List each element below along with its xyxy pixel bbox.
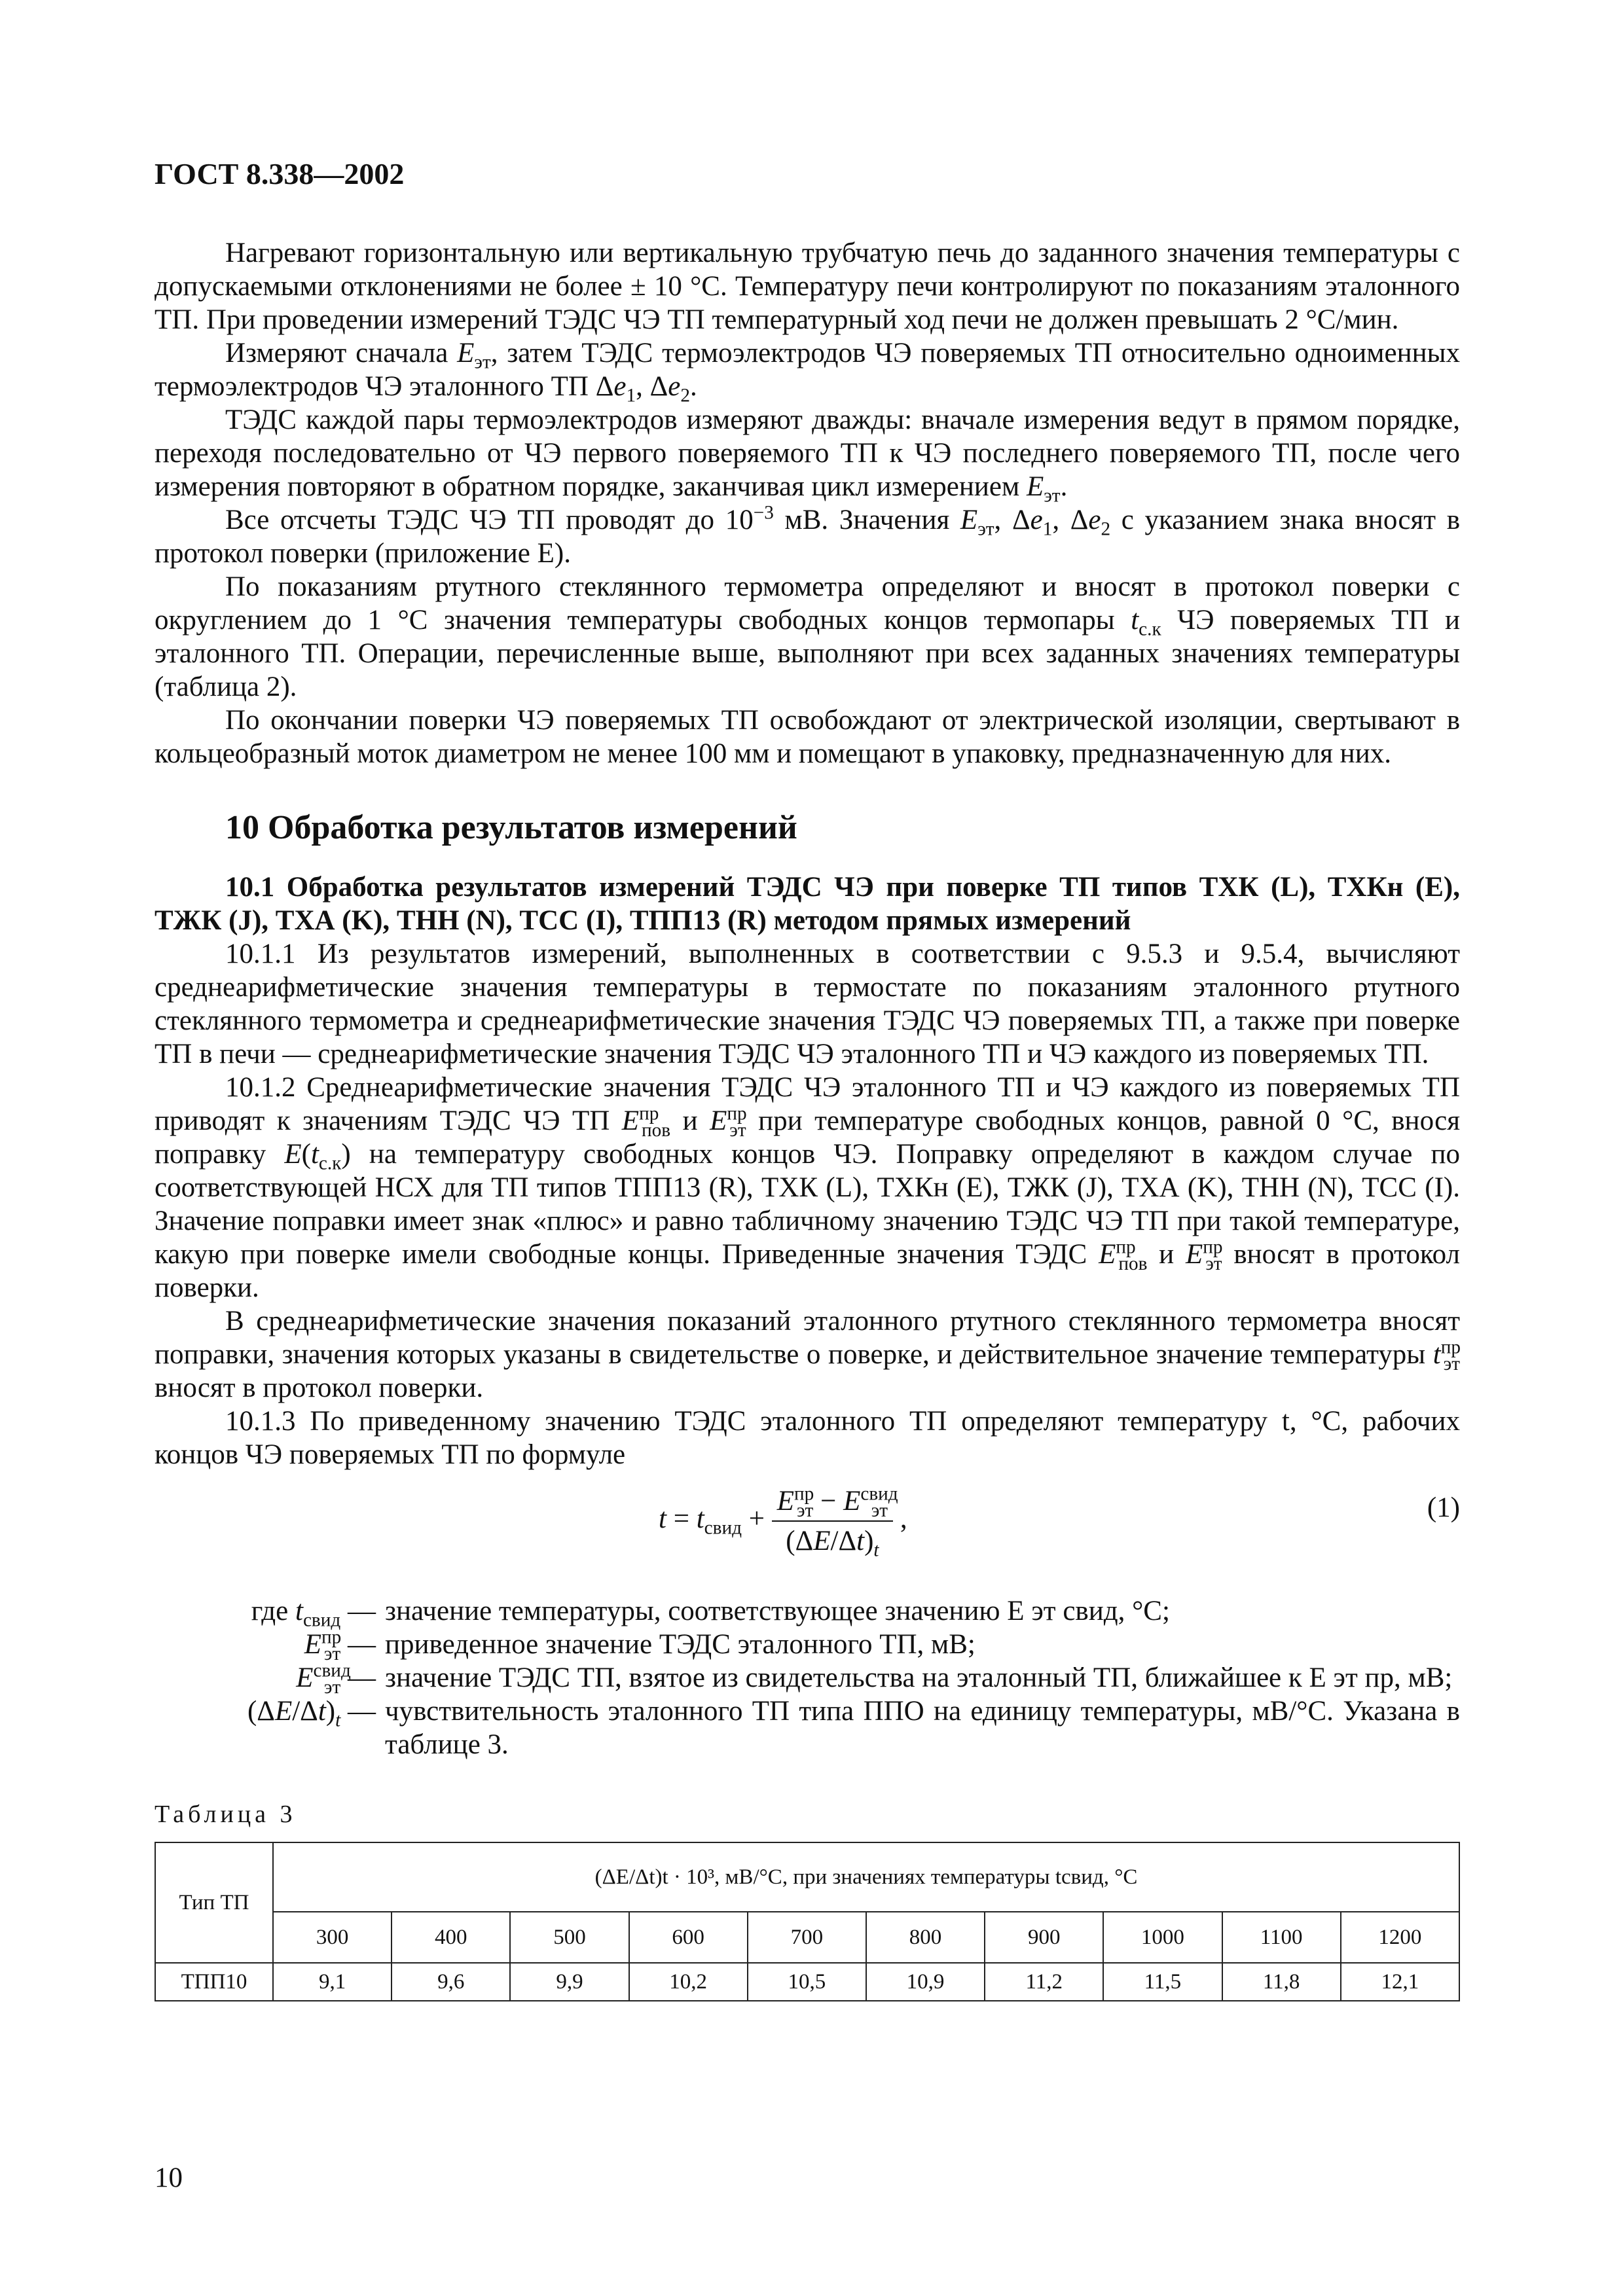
paragraph-10-1-1: 10.1.1 Из результатов измерений, выполненных в соответствии с 9.5.3 и 9.5.4, вычисляют среднеарифметические значения температуры в термостате по показаниям эталонного ртутного стеклянного термометра и среднеарифметические значения ТЭДС ЧЭ поверяемых ТП, а также при поверке ТП в печи — среднеарифметические значения ТЭДС ЧЭ эталонного ТП и ЧЭ каждого из поверяемых ТП. (155, 939, 1460, 1069)
table-cell-value: 9,9 (510, 1963, 629, 2001)
paragraph-readings: Все отсчеты ТЭДС ЧЭ ТП проводят до $10^{-3}$ мВ. Значения $E_{эт}$, $\Delta e_1$, $\Delta e_2$ с указанием знака вносят в протокол поверки (приложение Е). (155, 502, 1461, 569)
table-cell-value: 10,2 (629, 1963, 748, 2001)
table-header-temp: 400 (392, 1912, 510, 1963)
table-cell-value: 11,8 (1222, 1963, 1341, 2001)
table-header-temp: 1200 (1341, 1912, 1459, 1963)
section-title: 10 Обработка результатов измерений (225, 809, 797, 846)
table-header-type: Тип ТП (155, 1842, 273, 1963)
table-header-temp: 500 (510, 1912, 629, 1963)
formula-fraction: $\frac{E^{пр}_{эт} - E^{свид}_{эт}}{(\Delta E/\Delta t)_t}$ (772, 1484, 893, 1558)
paragraph-measure-order: Измеряют сначала $E_{эт}$, затем ТЭДС термоэлектродов ЧЭ поверяемых ТП относительно одноименных термоэлектродов ЧЭ эталонного ТП $\Delta e_1$, $\Delta e_2$. (155, 338, 1461, 406)
paragraph-10-1-3: 10.1.3 По приведенному значению ТЭДС эталонного ТП определяют температуру t, °С, рабочих концов ЧЭ поверяемых ТП по формуле (155, 1406, 1460, 1470)
formula-1 (155, 1478, 1460, 1576)
table-header-temp: 1000 (1103, 1912, 1222, 1963)
table-cell-value: 11,2 (985, 1963, 1103, 2001)
table-header-temp: 300 (273, 1912, 392, 1963)
table-header-temp: 900 (985, 1912, 1103, 1963)
paragraph-measure-twice: ТЭДС каждой пары термоэлектродов измеряют дважды: вначале измерения ведут в прямом порядке, переходя последовательно от ЧЭ первого поверяемого ТП к ЧЭ последнего поверяемого ТП, после чего измерения повторяют в обратном порядке, заканчивая цикл измерением $E_{эт}$. (155, 404, 1460, 507)
table-header-group: (ΔE/Δt)t · 10³, мВ/°С, при значениях температуры tсвид, °С (273, 1842, 1459, 1912)
definition-e-svid: $E^{свид}_{эт}$ — значение ТЭДС ТП, взятое из свидетельства на эталонный ТП, ближайшее к E эт пр, мВ; (296, 1660, 1453, 1698)
table-header-temp: 1100 (1222, 1912, 1341, 1963)
definition-t-svid: где $t_{свид}$ — значение температуры, соответствующее значению E эт свид, °С; (251, 1596, 1170, 1631)
paragraph-packing: По окончании поверки ЧЭ поверяемых ТП освобождают от электрической изоляции, свертывают в кольцеобразный моток диаметром не менее 100 мм и помещают в упаковку, предназначенную для них. (155, 705, 1460, 769)
table-caption: Таблица 3 (155, 1801, 297, 1828)
table-cell-value: 12,1 (1341, 1963, 1459, 2001)
definitions-list (155, 1594, 1460, 1761)
table-cell-value: 10,9 (866, 1963, 985, 2001)
paragraph-corrections: В среднеарифметические значения показаний эталонного ртутного стеклянного термометра вносят поправки, значения которых указаны в свидетельстве о поверке, и действительное значение температуры $t^{пр}_{эт}$ вносят в протокол поверки. (155, 1306, 1461, 1403)
table-cell-type: ТПП10 (155, 1963, 273, 2001)
document-page (155, 157, 1460, 2001)
page-number: 10 (155, 2162, 183, 2193)
table-header-temp: 800 (866, 1912, 985, 1963)
table-cell-value: 9,1 (273, 1963, 392, 2001)
subsection-title: 10.1 Обработка результатов измерений ТЭДС ЧЭ при поверке ТП типов ТХК (L), ТХКн (E), ТЖК (J), ТХА (K), ТНН (N), ТСС (I), ТПП13 (R) методом прямых измерений (155, 872, 1460, 936)
page-header: ГОСТ 8.338—2002 (155, 157, 405, 190)
definition-sensitivity: $(\Delta E/\Delta t)_t$ — чувствительность эталонного ТП типа ППО на единицу температуры, мВ/°С. Указана в таблице 3. (247, 1696, 1460, 1760)
formula-number: (1) (1427, 1492, 1460, 1523)
table-3 (155, 1842, 1460, 2001)
paragraph-10-1-2: 10.1.2 Среднеарифметические значения ТЭДС ЧЭ эталонного ТП и ЧЭ каждого из поверяемых ТП приводят к значениям ТЭДС ЧЭ ТП $E^{пр}_{пов}$ и $E^{пр}_{эт}$ при температуре свободных концов, равной 0 °С, внося поправку $E(t_{с.к})$ на температуру свободных концов ЧЭ. Поправку определяют в каждом случае по соответствующей НСХ для ТП типов ТПП13 (R), ТХК (L), ТХКн (E), ТЖК (J), ТХА (K), ТНН (N), ТСС (I). Значение поправки имеет знак «плюс» и равно табличному значению ТЭДС ЧЭ ТП при такой температуре, какую при поверке имели свободные концы. Приведенные значения ТЭДС $E^{пр}_{пов}$ и $E^{пр}_{эт}$ вносят в протокол поверки. (155, 1072, 1460, 1303)
table-cell-value: 11,5 (1103, 1963, 1222, 2001)
table-cell-value: 10,5 (748, 1963, 866, 2001)
table-header-temp: 700 (748, 1912, 866, 1963)
paragraph-furnace: Нагревают горизонтальную или вертикальную трубчатую печь до заданного значения температуры с допускаемыми отклонениями не более ± 10 °С. Температуру печи контролируют по показаниям эталонного ТП. При проведении измерений ТЭДС ЧЭ ТП температурный ход печи не должен превышать 2 °С/мин. (155, 238, 1460, 335)
paragraph-mercury-thermometer: По показаниям ртутного стеклянного термометра определяют и вносят в протокол поверки с округлением до 1 °С значения температуры свободных концов термопары $t_{с.к}$ ЧЭ поверяемых ТП и эталонного ТП. Операции, перечисленные выше, выполняют при всех заданных значениях температуры (таблица 2). (155, 571, 1461, 702)
formula-body: $t = t_{свид}$ + $\frac{E^{пр}_{эт} - E^{свид}_{эт}}{(\Delta E/\Delta t)_t}$ , (659, 1483, 907, 1561)
table-header-temp: 600 (629, 1912, 748, 1963)
definition-e-pr: $E^{пр}_{эт}$ — приведенное значение ТЭДС эталонного ТП, мВ; (304, 1626, 976, 1664)
table-cell-value: 9,6 (392, 1963, 510, 2001)
